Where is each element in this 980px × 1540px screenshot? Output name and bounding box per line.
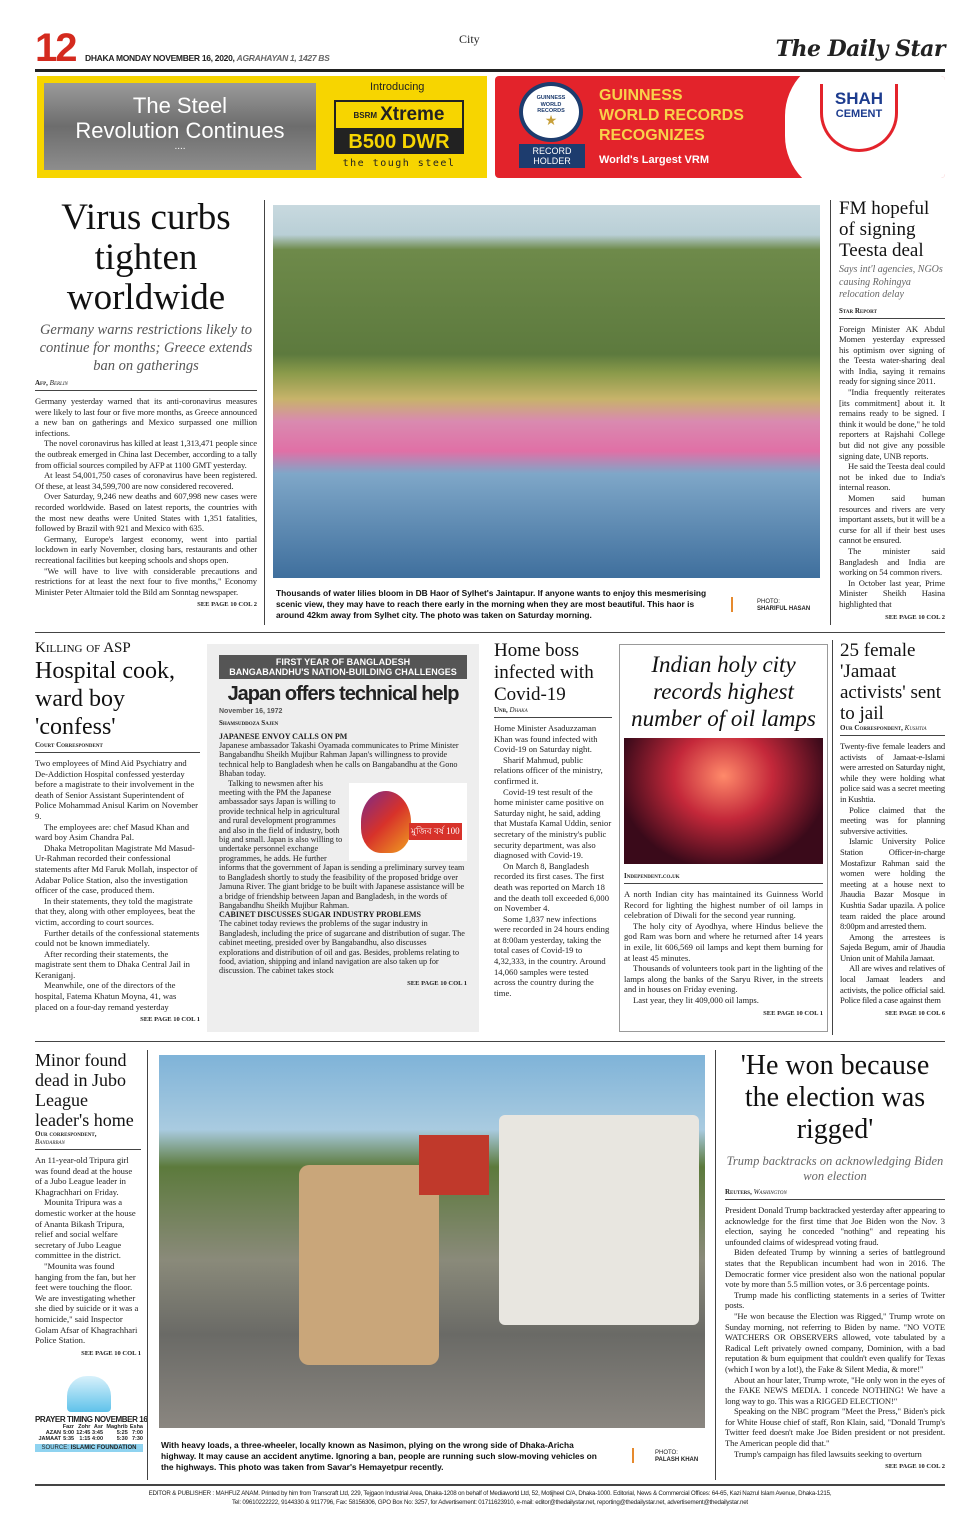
teesta-byline: Star Report bbox=[839, 307, 945, 319]
homeboss-headline[interactable]: Home boss infected with Covid-19 bbox=[494, 640, 594, 705]
road-photo-credit: PHOTO: PALASH KHAN bbox=[655, 1450, 699, 1463]
steel-slogan-panel bbox=[44, 83, 316, 170]
ad-tagline: the tough steel bbox=[342, 158, 456, 169]
virus-headline[interactable]: Virus curbs tighten worldwide bbox=[61, 197, 231, 318]
column-rule bbox=[715, 1050, 716, 1480]
ad-slogan-1: The Steel bbox=[132, 93, 228, 118]
record-holder: RECORD HOLDER bbox=[519, 144, 585, 168]
homeboss-story bbox=[494, 640, 612, 998]
page-number: 12 bbox=[35, 26, 76, 70]
india-body: A north Indian city has maintained its Guinness World Record for lighting the highest number of oil lamps in celebration of Diwali for the second year running. The holy city of Ayodhya, where Hindus believe the god Ram was born and where he returned after 14 years in exile, lit 606,569 oil lamps and kept them burning for at least 45 minutes. Thousands of volunteers took part in the lighting of the lamps along the banks of the Saryu River, in the streets and in houses on Friday evening. Last year, they lit 409,000 oil lamps. bbox=[624, 889, 823, 1005]
asp-see-page[interactable]: SEE PAGE 10 COL 1 bbox=[140, 1016, 200, 1024]
guinness-seal-text: GUINNESS WORLD RECORDS bbox=[536, 95, 566, 115]
trump-headline[interactable]: 'He won because the election was rigged' bbox=[740, 1050, 930, 1145]
guinness-seal-icon: GUINNESS WORLD RECORDS ★ bbox=[519, 82, 583, 142]
jamaat-byline: Our Correspondent, Kushtia bbox=[840, 724, 945, 736]
ad-dots: .... bbox=[174, 141, 186, 152]
asp-story bbox=[35, 640, 200, 1023]
prayer-timing-box bbox=[35, 1376, 148, 1452]
prayer-source: SOURCE: ISLAMIC FOUNDATION bbox=[35, 1444, 143, 1452]
column-rule bbox=[264, 200, 265, 625]
trump-deck: Trump backtracks on acknowledging Biden won election bbox=[726, 1154, 944, 1183]
guinness-badge bbox=[519, 82, 585, 172]
jamaat-see-page[interactable]: SEE PAGE 10 COL 6 bbox=[885, 1009, 945, 1017]
shah-cement-ad[interactable] bbox=[495, 76, 945, 178]
water-lily-photo[interactable] bbox=[273, 205, 820, 578]
homeboss-byline: Unb, Dhaka bbox=[494, 706, 612, 718]
minor-headline[interactable]: Minor found dead in Jubo League leader's home bbox=[35, 1050, 134, 1130]
teesta-body: Foreign Minister AK Abdul Momen yesterday expressed his optimism over signing of the Teesta water-sharing deal with India, saying it remains ready for signing since 2011. "India frequently reiterates [its commitment] about it. It remains ready to be signed. I think it would be done," he told reporters at Rajshahi College but did not give any possible signing date, UNB reports. He said the Teesta deal could not be inked due to India's internal reason. Momen said human resources and rivers are very important assets, but it will be a curse for all if their best uses cannot be ensured. The minister said Bangladesh and India are working on 54 common rivers. In October last year, Prime Minister Sheikh Hasina highlighted that bbox=[839, 323, 945, 609]
minor-byline: Our correspondent, Bandarban bbox=[35, 1130, 141, 1150]
xtreme-product: Xtreme bbox=[380, 104, 445, 125]
virus-see-page[interactable]: SEE PAGE 10 COL 2 bbox=[197, 601, 257, 609]
xtreme-logo bbox=[334, 100, 464, 130]
dateline: DHAKA MONDAY NOVEMBER 16, 2020, AGRAHAYAN 1, 1427 BS bbox=[85, 53, 330, 63]
japan-see-page[interactable]: SEE PAGE 10 COL 1 bbox=[407, 979, 467, 987]
lily-caption: Thousands of water lilies bloom in DB Haor of Sylhet's Jaintapur. If anyone wants to enjoy this mesmerising scenic view, they may have to reach there early in the morning when they are most beautiful. This haor is around 42km away from Sylhet city. The photo was taken on Saturday morning. bbox=[276, 588, 707, 620]
page-header bbox=[35, 26, 945, 72]
lily-photo-credit: PHOTO: SHARIFUL HASAN bbox=[757, 599, 811, 612]
imprint-footer: EDITOR & PUBLISHER : MAHFUZ ANAM. Printed by him from Transcraft Ltd, 229, Tejgaon Industrial Area, Dhaka-1208 on behalf of Mediaworld Ltd, 52, Motijheel C/A, Dhaka-1000. Editorial, News & Commercial Offices: 64-65, Kazi Nazrul Islam Avenue, Dhaka-1215, Tel: 09610222222, 9144330 & 9117796, Fax: 58156306, GPO Box No: 3257, for Advertisement: 01711623910, e-mail: editor@thedailystar.net, reporting@thedailystar.net, advertisement@thedailystar.net bbox=[35, 1484, 945, 1507]
asp-headline[interactable]: Hospital cook, ward boy 'confess' bbox=[35, 658, 175, 740]
trump-see-page[interactable]: SEE PAGE 10 COL 2 bbox=[885, 1463, 945, 1471]
india-headline[interactable]: Indian holy city records highest number of oil lamps bbox=[631, 652, 816, 731]
virus-deck: Germany warns restrictions likely to continue for months; Greece extends ban on gatherings bbox=[39, 322, 253, 374]
section-rule bbox=[35, 632, 945, 633]
b500-grade: B500 DWR bbox=[334, 130, 464, 154]
asp-body: Two employees of Mind Aid Psychiatry and De-Addiction Hospital confessed yesterday before a magistrate to their involvement in the death of Senior Assistant Superintendent of Police Mohammad Anisul Karim on November 9. The employees are: chef Masud Khan and ward boy Asim Chandra Pal. Dhaka Metropolitan Magistrate Md Masud-Ur-Rahman recorded their confessional statements after Md Faruk Mollah, inspector of Adabar Police Station, also the investigation officer of the case, produced them. In their statements, they told the magistrate that they, along with other employees, beat the victim, according to court sources. Further details of the confessional statements could not be known immediately. After recording their statements, the magistrate sent them to Dhaka Central Jail in Keraniganj. Meanwhile, one of the directors of the hospital, Fatema Khatun Moyna, 41, was placed on a four-day remand yesterday bbox=[35, 758, 200, 1012]
column-rule bbox=[832, 640, 833, 1035]
column-rule bbox=[830, 200, 831, 625]
virus-byline: Afp, Berlin bbox=[35, 379, 257, 391]
trump-byline: Reuters, Washington bbox=[725, 1188, 945, 1200]
bsrm-ad[interactable] bbox=[37, 76, 487, 178]
road-caption: With heavy loads, a three-wheeler, locally known as Nasimon, plying on the wrong side of Dhaka-Aricha highway. It may cause an accident anytime. Ignoring a ban, people are running such slow-moving vehicles on the highways. This photo was taken from Savar's Hemayetpur recently. bbox=[161, 1440, 597, 1472]
guinness-text: GUINNESS WORLD RECORDS RECOGNIZES World's Largest VRM bbox=[599, 87, 744, 166]
ad-slogan-2: Revolution Continues bbox=[75, 118, 285, 143]
teesta-headline[interactable]: FM hopeful of signing Teesta deal bbox=[839, 198, 930, 261]
homeboss-body: Home Minister Asaduzzaman Khan was found infected with Covid-19 on Saturday night. Sharif Mahmud, public relations officer of the ministry, confirmed it. Covid-19 test result of the home minister came positive on Saturday night, he said, adding that Mustafa Kamal Uddin, senior secretary of the ministry's public security department, was also diagnosed with Covid-19. On March 8, Bangladesh recorded its first cases. The first death was reported on March 18 and the death toll exceeded 6,000 on November 4. Some 1,837 new infections were recorded in 24 hours ending at 8:00am yesterday, taking the total cases of Covid-19 to 4,32,333, in the country. Around 14,060 samples were tested across the country during the time. bbox=[494, 723, 612, 998]
jamaat-story bbox=[840, 640, 945, 1017]
japan-body: JAPANESE ENVOY CALLS ON PM Japanese ambassador Takashi Oyamada communicates to Prime Minister Bangabandhu Sheikh Mujibur Rahman Japan's willingness to provide technical help to Bangladesh when he calls on Bangabandhu at the Gono Bhaban today. মুজিব বর্ষ 100 Talking to newsmen after his meeting with the PM the Japanese ambassador says Japan is willing to provide technical help in agricultural and rural development programmes and also in the field of industry, both big and small. Japan is also willing to undertake personnel exchange programmes, he adds. He further informs that the government of Japan is sending a preliminary survey team to Bangladesh shortly to study the feasibility of the proposed bridge over Jamuna River. The giant bridge to be built with Japanese assistance will be a bridge of friendship between Japan and Bangladesh, in the words of Bangabandhu Sheikh Mujibur Rahman. CABINET DISCUSSES SUGAR INDUSTRY PROBLEMS The cabinet today reviews the problems of the sugar industry in Bangladesh, including the price of sugarcane and distribution of sugar. The cabinet meeting, presided over by Bangabandhu, also discusses explorations and distribution of oil and gas. Besides, problems relating to food, aviation, shipping and inland navigation are also taken up for discussion. The cabinet takes stock bbox=[219, 732, 467, 976]
prayer-table: Fazr Zohr Asr Maghrib Esha AZAN 5:00 12:45 3:45 5:25 7:00 JAMAAT 5:35 1:15 4:00 5:30 7:30 bbox=[38, 1424, 143, 1442]
jamaat-body: Twenty-five female leaders and activists of Jamaat-e-Islami were arrested on Saturday night, while they were holding what police said was a secret meeting in Kushtia. Police claimed that the meeting was for planning subversive activities. Islamic University Police Station Officer-in-charge Mostafizur Rahman said the women were holding the meeting at a house next to Jhaudia Bazar Mosque in Kushtia Sadar upazila. A police team raided the place around 8:00pm and arrested them. Among the arrestees is Sajeda Begum, amir of Jhaudia Union unit of Mahila Jamaat. All are wives and relatives of local Jamaat leaders and activists, the police official said. Police filed a case against them bbox=[840, 741, 945, 1006]
japan-date: November 16, 1972 bbox=[219, 708, 283, 715]
series-banner: FIRST YEAR OF BANGLADESH BANGABANDHU'S NATION-BUILDING CHALLENGES bbox=[219, 655, 467, 679]
minor-body: An 11-year-old Tripura girl was found dead at the house of a Jubo League leader in Khagrachhari on Friday. Mounita Tripura was a domestic worker at the house of Ananta Bikash Tripura, relief and social welfare secretary of Jubo League committee in the district. "Mounita was found hanging from the fan, but her feet were touching the floor. We are investigating whether she died by suicide or it was a homicide," said Inspector Golam Afsar of Khagrachhari Police Station. bbox=[35, 1155, 139, 1346]
asp-kicker: Killing of ASP bbox=[35, 640, 131, 656]
shah-cement-logo: SHAH CEMENT bbox=[820, 84, 898, 152]
prayer-title: PRAYER TIMING NOVEMBER 16 bbox=[35, 1415, 148, 1424]
teesta-deck: Says int'l agencies, NGOs causing Rohingya relocation delay bbox=[839, 264, 943, 300]
ad-introducing: Introducing bbox=[370, 81, 425, 93]
oil-lamps-photo[interactable] bbox=[624, 738, 823, 864]
japan-byline: Shamsuddoza Sajen bbox=[219, 719, 279, 727]
jamaat-headline[interactable]: 25 female 'Jamaat activists' sent to jail bbox=[840, 640, 942, 724]
minor-story bbox=[35, 1050, 141, 1357]
india-see-page[interactable]: SEE PAGE 10 COL 1 bbox=[763, 1009, 823, 1017]
virus-story bbox=[35, 198, 257, 608]
japan-box bbox=[207, 644, 479, 1032]
asp-byline: Court Correspondent bbox=[35, 741, 200, 753]
trump-body: President Donald Trump backtracked yesterday after appearing to acknowledge for the first time that Joe Biden won the Nov. 3 election, saying he conceded "nothing" and repeating his unfounded claims of widespread voting fraud. Biden defeated Trump by winning a series of battleground states that the Republican incumbent had won in 2016. The Democratic former vice president also won the national popular vote by more than 5.5 million votes, or 3.6 percentage points. Trump made his conflicting statements in a series of Twitter posts. "He won because the Election was Rigged," Trump wrote on Sunday morning, not referring to Biden by name. "NO VOTE WATCHERS OR OBSERVERS allowed, vote tabulated by a Radical Left privately owned company, Dominion, with a bad reputation & bum equipment that couldn't even qualify for Texas (which I won by a lot!), the Fake & Silent Media, & more!" About an hour later, Trump wrote, "He only won in the eyes of the FAKE NEWS MEDIA. I concede NOTHING! We have a long way to go. This was a RIGGED ELECTION!" Speaking on the NBC program "Meet the Press," Biden's pick for White House chief of staff, Ron Klain, said, "Donald Trump's Twitter feed doesn't make Joe Biden president or not president. The American people did that." Trump's campaign has filed lawsuits seeking to overturn bbox=[725, 1205, 945, 1459]
masthead-logo: The Daily Star bbox=[775, 36, 945, 62]
india-story bbox=[619, 644, 828, 1032]
india-byline: Independent.co.uk bbox=[624, 872, 823, 884]
caption-divider bbox=[632, 1448, 634, 1463]
section-name: City bbox=[459, 32, 480, 46]
mosque-icon bbox=[67, 1376, 111, 1412]
japan-headline[interactable]: Japan offers technical help bbox=[227, 683, 459, 705]
column-rule bbox=[147, 1050, 148, 1480]
trump-story bbox=[725, 1050, 945, 1470]
mujib-borsho-logo: মুজিব বর্ষ 100 bbox=[349, 783, 467, 861]
minor-see-page[interactable]: SEE PAGE 10 COL 1 bbox=[81, 1349, 141, 1357]
bsrm-brand: BSRM bbox=[353, 110, 378, 120]
teesta-see-page[interactable]: SEE PAGE 10 COL 2 bbox=[885, 613, 945, 621]
three-wheeler-photo[interactable] bbox=[159, 1055, 705, 1428]
caption-divider bbox=[731, 597, 733, 612]
section-rule bbox=[35, 1041, 945, 1042]
virus-body: Germany yesterday warned that its anti-coronavirus measures were likely to last four or five more months, as Greece announced a new ban on gatherings and Mexico surpassed one million infections. The novel coronavirus has killed at least 1,313,471 people since the outbreak emerged in China last December, according to a tally from official sources compiled by AFP at 1100 GMT yesterday. At least 54,001,750 cases of coronavirus have been registered. Of these, at least 34,599,700 are now considered recovered. Over Saturday, 9,246 new deaths and 607,998 new cases were recorded worldwide. Based on latest reports, the countries with the most new deaths were United States with 1,351 fatalities, followed by Brazil with 921 and Mexico with 635. Germany, Europe's largest economy, went into partial lockdown in early November, closing bars, restaurants and other recreational facilities but keeping schools and shops open. "We will have to live with considerable precautions and restrictions for at least the next four to five months," Economy Minister Peter Altmaier told the Bild am Sonntag newspaper. bbox=[35, 396, 257, 597]
teesta-story bbox=[839, 198, 945, 621]
